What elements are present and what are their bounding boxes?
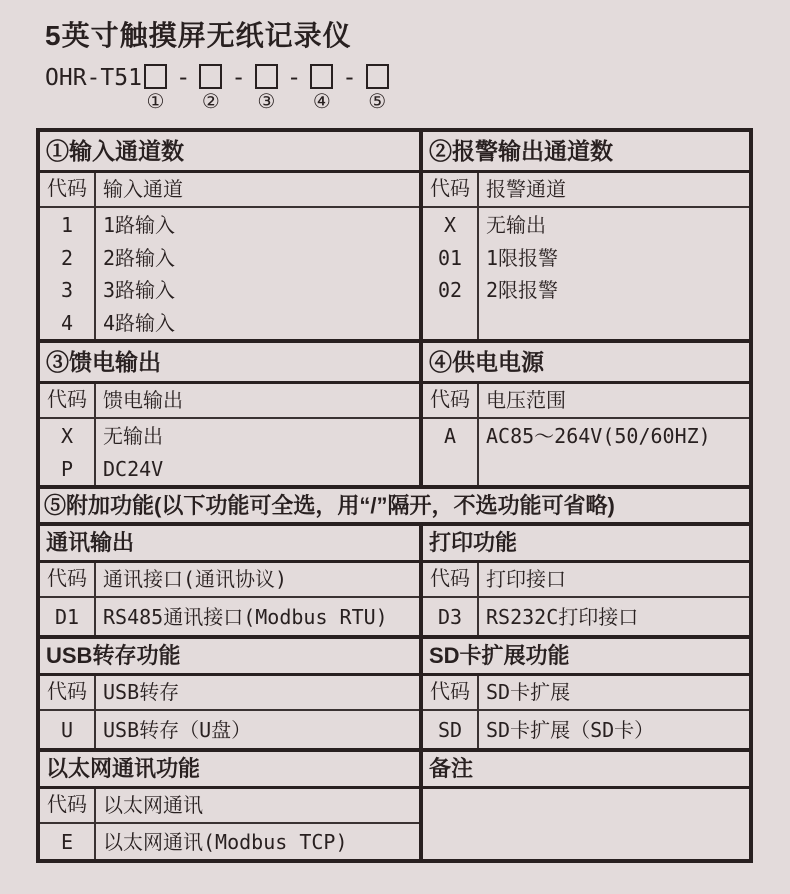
- desc-cell: 2路输入: [103, 245, 176, 270]
- desc-cell: 无输出: [103, 424, 163, 448]
- print-function-half: [419, 526, 749, 635]
- power-supply-section-title: ④供电电源: [423, 343, 749, 384]
- section-comm-print: [40, 522, 749, 635]
- code-header: 代码: [423, 563, 479, 598]
- model-box-3: [255, 64, 278, 89]
- desc-cells: [96, 824, 419, 859]
- position-marker-1: ①: [146, 91, 165, 113]
- section-ethernet-remark: [40, 748, 749, 859]
- desc-header: 报警通道: [479, 173, 749, 208]
- remark-section-title: 备注: [423, 752, 749, 789]
- spec-table: [36, 128, 753, 863]
- model-dash: -: [175, 63, 191, 91]
- desc-cells: [479, 208, 749, 339]
- desc-cell: 以太网通讯(Modbus TCP): [103, 830, 348, 854]
- code-cell: 2: [60, 245, 74, 270]
- code-cell: A: [443, 424, 457, 448]
- desc-cells: [96, 711, 419, 748]
- ethernet-function-half: [40, 752, 419, 859]
- code-cells: [423, 208, 479, 339]
- print-function-section-title: 打印功能: [423, 526, 749, 563]
- model-prefix: OHR-T51: [45, 65, 142, 91]
- code-cell: 01: [437, 245, 463, 270]
- code-cell: 02: [437, 278, 463, 302]
- code-cell: SD: [437, 718, 463, 742]
- additional-functions-title: ⑤附加功能(以下功能可全选，用“/”隔开，不选功能可省略): [44, 493, 615, 518]
- code-header: 代码: [423, 676, 479, 711]
- model-position-1: [144, 64, 167, 112]
- desc-header: 通讯接口(通讯协议): [96, 563, 419, 598]
- desc-cell: RS485通讯接口(Modbus RTU): [103, 605, 388, 629]
- desc-header: 馈电输出: [96, 384, 419, 419]
- desc-header: 以太网通讯: [96, 789, 419, 824]
- feed-output-section-title: ③馈电输出: [40, 343, 419, 384]
- input-channels-half: [40, 132, 419, 339]
- code-cell: D1: [54, 605, 80, 629]
- desc-header: 打印接口: [479, 563, 749, 598]
- code-cell: X: [443, 213, 457, 237]
- desc-cell: AC85～264V(50/60HZ): [486, 424, 711, 448]
- sd-function-half: [419, 639, 749, 748]
- code-cells: [40, 711, 96, 748]
- code-cells: [423, 711, 479, 748]
- position-marker-2: ②: [201, 91, 220, 113]
- desc-cells: [96, 419, 419, 485]
- desc-header: 输入通道: [96, 173, 419, 208]
- sd-function-section-title: SD卡扩展功能: [423, 639, 749, 676]
- model-code: [45, 64, 389, 112]
- desc-cell: 1路输入: [103, 213, 176, 237]
- desc-cells: [479, 711, 749, 748]
- alarm-output-section-title: ②报警输出通道数: [423, 132, 749, 173]
- comm-output-half: [40, 526, 419, 635]
- model-dash: -: [286, 63, 302, 91]
- desc-cell: 2限报警: [486, 278, 559, 302]
- desc-cell: DC24V: [103, 456, 164, 481]
- position-marker-3: ③: [257, 91, 276, 113]
- model-box-1: [144, 64, 167, 89]
- model-dash: -: [342, 63, 357, 91]
- code-cell: 1: [60, 213, 74, 237]
- model-position-2: [199, 64, 222, 112]
- section-feed-power: [40, 339, 749, 485]
- usb-function-section-title: USB转存功能: [40, 639, 419, 676]
- code-cell: P: [60, 456, 74, 481]
- desc-header: 电压范围: [479, 384, 749, 419]
- code-cells: [40, 824, 96, 859]
- code-header: 代码: [40, 173, 96, 208]
- page-title: 5英寸触摸屏无纸记录仪: [45, 20, 352, 51]
- code-header: 代码: [423, 173, 479, 208]
- desc-cell: 4路输入: [103, 310, 176, 335]
- code-header: 代码: [423, 384, 479, 419]
- comm-output-section-title: 通讯输出: [40, 526, 419, 563]
- section-input-alarm: [40, 132, 749, 339]
- desc-header: USB转存: [96, 676, 419, 711]
- desc-cells: [479, 419, 749, 485]
- input-channels-section-title: ①输入通道数: [40, 132, 419, 173]
- section-additional-functions: [40, 485, 749, 522]
- ethernet-function-section-title: 以太网通讯功能: [40, 752, 419, 789]
- model-dash: -: [231, 63, 246, 91]
- code-header: 代码: [40, 789, 96, 824]
- code-cell: D3: [437, 605, 463, 629]
- desc-cells: [96, 598, 419, 635]
- code-cell: U: [60, 718, 74, 742]
- section-usb-sd: [40, 635, 749, 748]
- code-cells: [423, 419, 479, 485]
- desc-cell: USB转存（U盘）: [103, 718, 252, 742]
- position-marker-5: ⑤: [368, 91, 387, 113]
- desc-cell: 3路输入: [103, 278, 176, 302]
- code-cells: [40, 419, 96, 485]
- power-supply-half: [419, 343, 749, 485]
- desc-header: SD卡扩展: [479, 676, 749, 711]
- model-position-3: [255, 64, 278, 112]
- usb-function-half: [40, 639, 419, 748]
- code-cell: 3: [60, 278, 74, 302]
- code-cell: X: [60, 424, 74, 448]
- feed-output-half: [40, 343, 419, 485]
- code-cell: E: [60, 830, 74, 854]
- model-position-5: [366, 64, 389, 112]
- desc-cell: RS232C打印接口: [486, 605, 639, 629]
- model-box-5: [366, 64, 389, 89]
- code-header: 代码: [40, 384, 96, 419]
- position-marker-4: ④: [312, 91, 331, 113]
- model-box-4: [310, 64, 333, 89]
- desc-cell: 1限报警: [486, 245, 559, 270]
- alarm-output-half: [419, 132, 749, 339]
- model-box-2: [199, 64, 222, 89]
- remark-half: [419, 752, 749, 859]
- code-cells: [40, 208, 96, 339]
- code-cell: 4: [60, 310, 74, 335]
- code-cells: [423, 598, 479, 635]
- desc-cells: [96, 208, 419, 339]
- desc-cell: 无输出: [486, 213, 546, 237]
- code-header: 代码: [40, 563, 96, 598]
- code-cells: [40, 598, 96, 635]
- desc-cell: SD卡扩展（SD卡）: [486, 718, 655, 742]
- code-header: 代码: [40, 676, 96, 711]
- model-position-4: [310, 64, 333, 112]
- desc-cells: [479, 598, 749, 635]
